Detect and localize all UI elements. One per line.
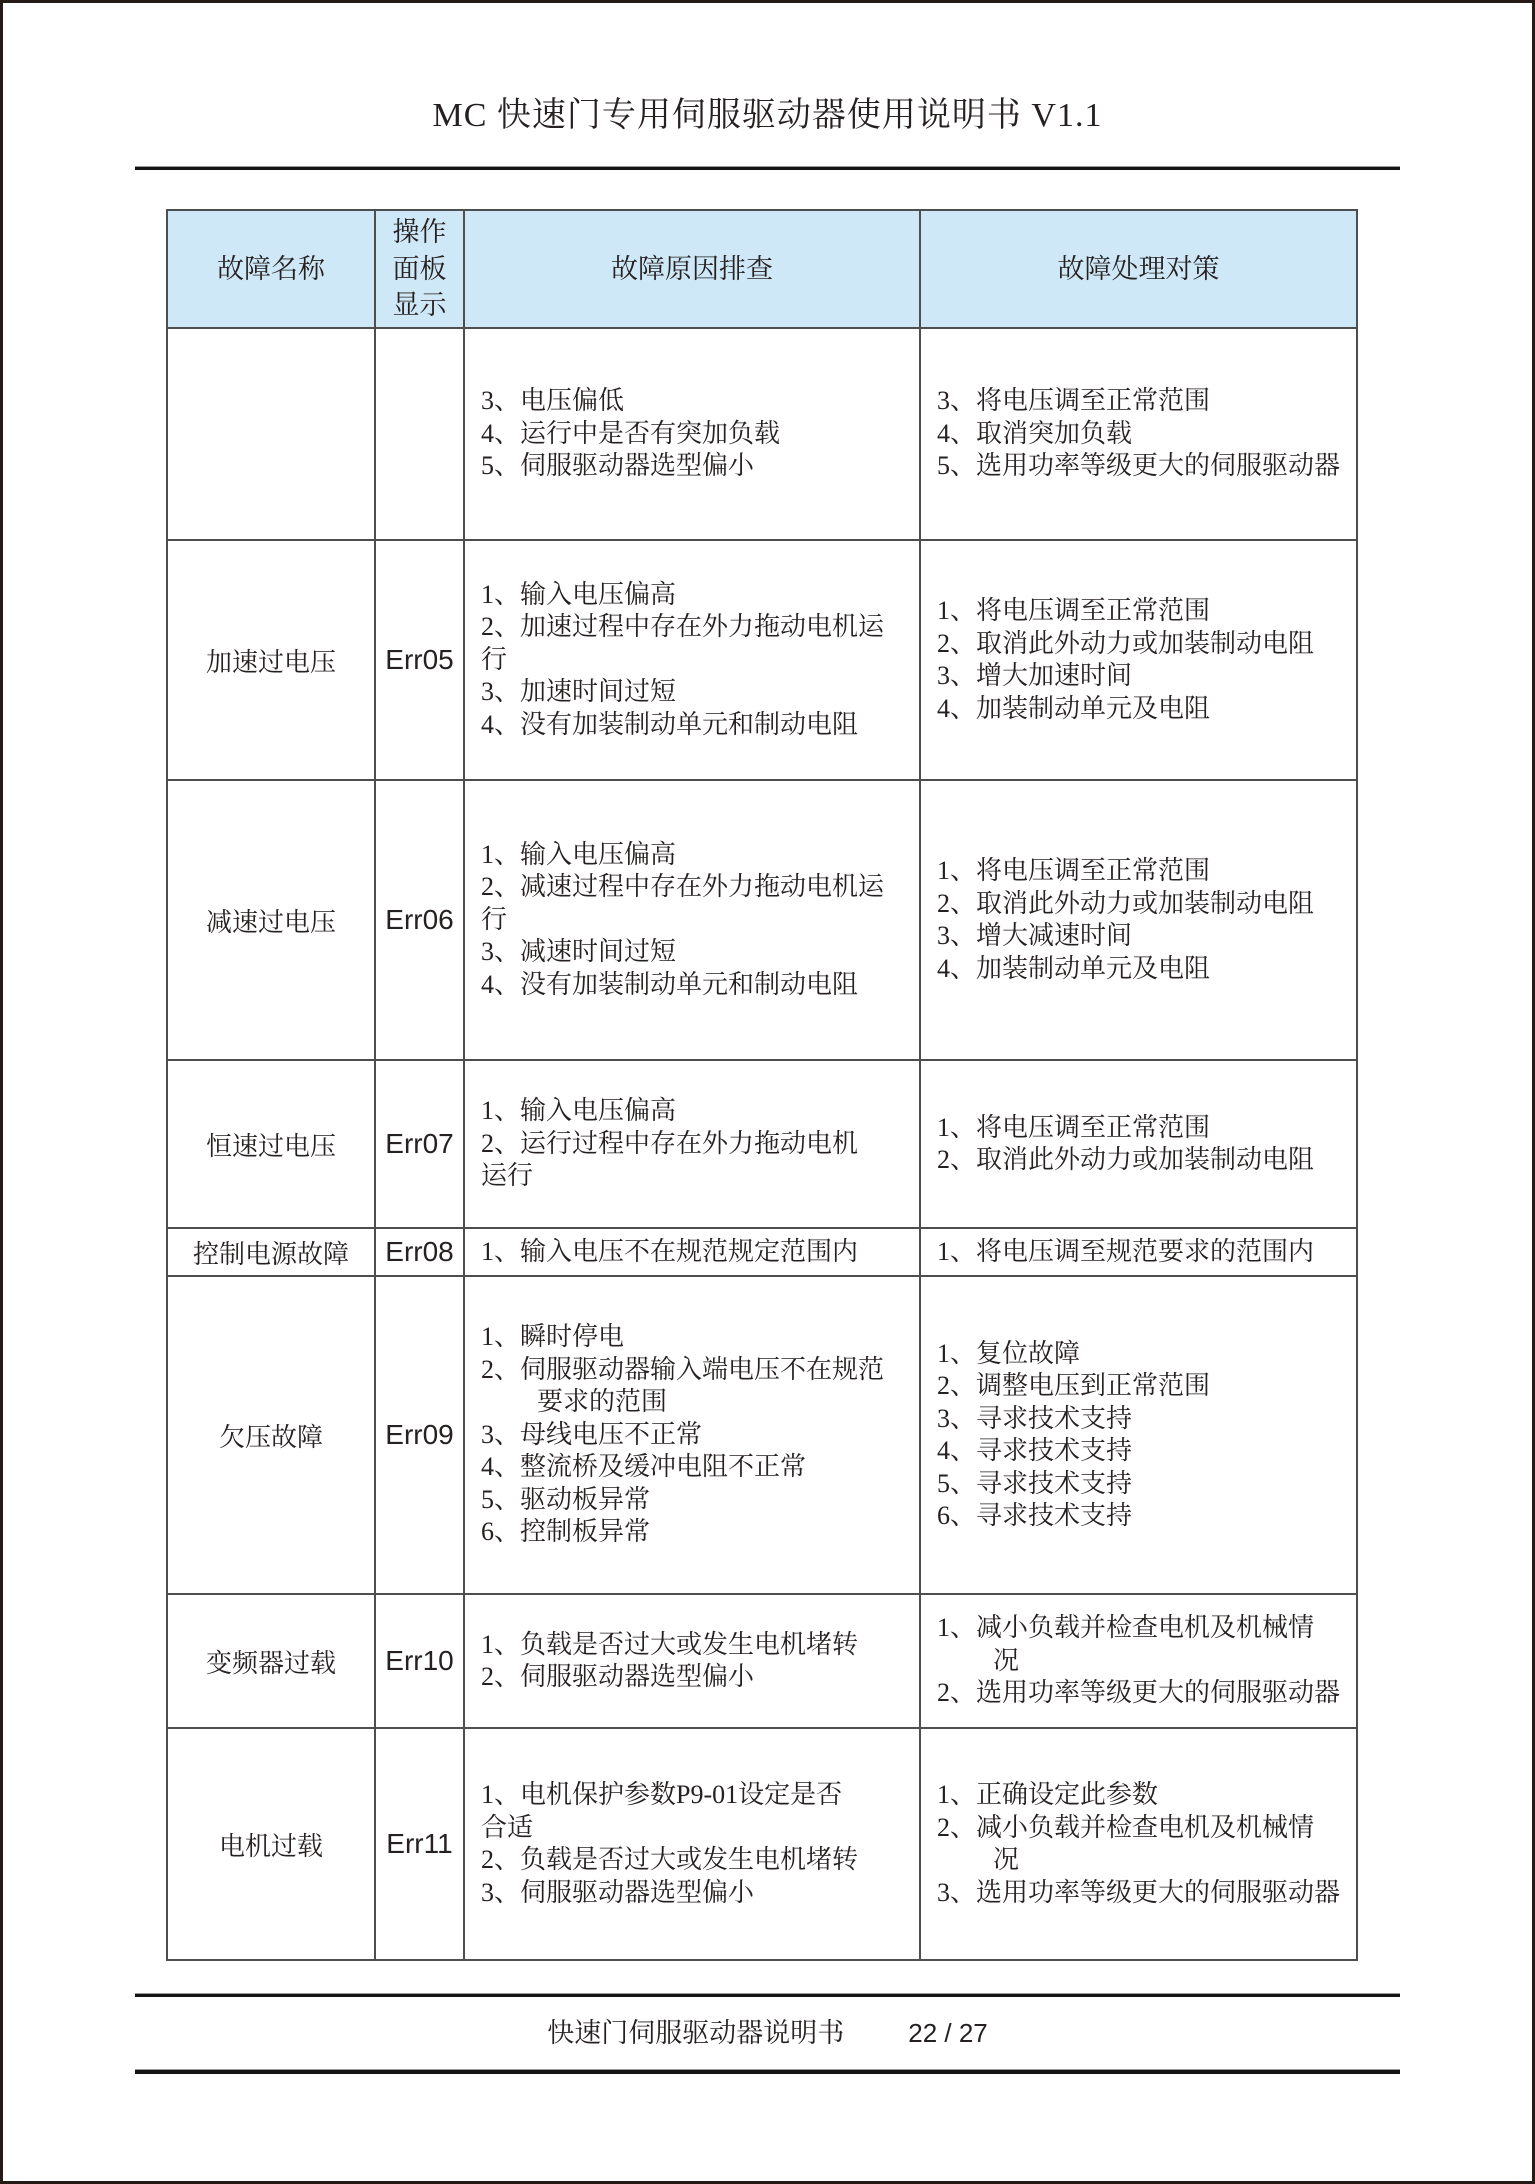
footer-rule-top (135, 1993, 1400, 1997)
fault-action-cell (920, 1228, 1357, 1276)
cause-line: 2、负载是否过大或发生电机堵转 (481, 1845, 859, 1874)
cause-line: 行 (481, 904, 508, 934)
fault-name-cell: 电机过载 (167, 1728, 375, 1960)
cause-line: 5、伺服驱动器选型偏小 (481, 451, 755, 481)
footer-rule-bottom (135, 2069, 1400, 2074)
fault-action-cell (920, 328, 1357, 540)
cause-line: 运行 (481, 1161, 534, 1191)
action-line: 1、将电压调至正常范围 (937, 596, 1211, 625)
cause-line: 4、没有加装制动单元和制动电阻 (481, 709, 859, 739)
cause-line: 合适 (481, 1812, 534, 1842)
action-line: 1、将电压调至正常范围 (937, 856, 1211, 885)
fault-cause-cell (464, 1728, 920, 1960)
panel-display-cell: Err08 (375, 1228, 464, 1276)
cause-line: 2、加速过程中存在外力拖动电机运 (481, 612, 885, 642)
action-line: 1、将电压调至正常范围 (937, 1112, 1211, 1142)
action-line: 1、复位故障 (937, 1338, 1081, 1368)
cause-line: 1、电机保护参数P9-01设定是否 (481, 1780, 843, 1809)
cause-line: 要求的范围 (537, 1387, 668, 1417)
action-line: 1、减小负载并检查电机及机械情 (937, 1613, 1315, 1643)
action-line: 2、减小负载并检查电机及机械情 (937, 1812, 1315, 1842)
fault-action-cell (920, 780, 1357, 1060)
cause-line: 5、驱动板异常 (481, 1484, 651, 1514)
fault-action-cell (920, 1060, 1357, 1228)
cause-line: 4、运行中是否有突加负载 (481, 418, 781, 448)
table-row (167, 1060, 1357, 1228)
fault-cause-cell (464, 780, 920, 1060)
fault-name-cell: 变频器过载 (167, 1594, 375, 1728)
cause-line: 1、输入电压偏高 (481, 839, 677, 869)
table-row (167, 1594, 1357, 1728)
cause-line: 6、控制板异常 (481, 1517, 651, 1547)
action-line: 1、正确设定此参数 (937, 1780, 1159, 1809)
fault-name-cell: 减速过电压 (167, 780, 375, 1060)
action-line: 6、寻求技术支持 (937, 1501, 1133, 1530)
fault-name-cell: 控制电源故障 (167, 1228, 375, 1276)
table-row (167, 540, 1357, 780)
table-header-row (167, 210, 1357, 328)
table-row (167, 780, 1357, 1060)
cause-line: 1、瞬时停电 (481, 1322, 625, 1352)
action-line: 3、增大减速时间 (937, 921, 1133, 950)
fault-cause-cell (464, 328, 920, 540)
footer (3, 2011, 1532, 2050)
footer-page-number: 22 / 27 (908, 2018, 988, 2048)
action-line: 5、选用功率等级更大的伺服驱动器 (937, 451, 1341, 481)
fault-action-cell (920, 540, 1357, 780)
fault-table-body (167, 328, 1357, 1960)
panel-display-cell: Err11 (375, 1728, 464, 1960)
fault-name-cell: 加速过电压 (167, 540, 375, 780)
panel-display-cell: Err09 (375, 1276, 464, 1594)
cause-line: 3、伺服驱动器选型偏小 (481, 1877, 755, 1907)
footer-doc-name: 快速门伺服驱动器说明书 (547, 2018, 845, 2048)
action-line: 况 (993, 1645, 1020, 1675)
cause-line: 3、减速时间过短 (481, 937, 677, 967)
fault-action-cell (920, 1276, 1357, 1594)
cause-line: 3、加速时间过短 (481, 677, 677, 707)
header-rule (135, 166, 1400, 170)
action-line: 3、选用功率等级更大的伺服驱动器 (937, 1877, 1341, 1907)
action-line: 2、选用功率等级更大的伺服驱动器 (937, 1678, 1341, 1708)
action-line: 3、将电压调至正常范围 (937, 386, 1211, 416)
cause-line: 4、整流桥及缓冲电阻不正常 (481, 1452, 807, 1482)
panel-display-cell (375, 328, 464, 540)
table-row (167, 328, 1357, 540)
action-line: 4、取消突加负载 (937, 418, 1133, 448)
fault-name-cell: 恒速过电压 (167, 1060, 375, 1228)
action-line: 2、取消此外动力或加装制动电阻 (937, 888, 1315, 918)
cause-line: 1、负载是否过大或发生电机堵转 (481, 1629, 859, 1659)
fault-cause-cell (464, 1228, 920, 1276)
fault-cause-cell (464, 540, 920, 780)
fault-action-cell (920, 1728, 1357, 1960)
table-row (167, 1228, 1357, 1276)
fault-table (166, 209, 1358, 1961)
column-header-panel-display: 操作面板显示 (375, 210, 464, 328)
fault-name-cell: 欠压故障 (167, 1276, 375, 1594)
action-line: 2、调整电压到正常范围 (937, 1371, 1211, 1400)
column-header-fault-name: 故障名称 (167, 210, 375, 328)
table-row (167, 1276, 1357, 1594)
page-title: MC 快速门专用伺服驱动器使用说明书 V1.1 (432, 97, 1103, 134)
cause-line: 1、输入电压不在规范规定范围内 (481, 1236, 859, 1266)
panel-display-cell: Err10 (375, 1594, 464, 1728)
panel-display-cell: Err05 (375, 540, 464, 780)
cause-line: 2、伺服驱动器输入端电压不在规范 (481, 1354, 885, 1384)
cause-line: 2、减速过程中存在外力拖动电机运 (481, 872, 885, 902)
fault-cause-cell (464, 1276, 920, 1594)
action-line: 1、将电压调至规范要求的范围内 (937, 1236, 1315, 1266)
cause-line: 2、伺服驱动器选型偏小 (481, 1662, 755, 1691)
action-line: 3、增大加速时间 (937, 661, 1133, 690)
cause-line: 1、输入电压偏高 (481, 1096, 677, 1126)
column-header-fault-cause: 故障原因排查 (464, 210, 920, 328)
action-line: 4、寻求技术支持 (937, 1436, 1133, 1465)
fault-cause-cell (464, 1594, 920, 1728)
action-line: 4、加装制动单元及电阻 (937, 693, 1211, 723)
fault-cause-cell (464, 1060, 920, 1228)
fault-action-cell (920, 1594, 1357, 1728)
cause-line: 3、电压偏低 (481, 386, 625, 416)
cause-line: 1、输入电压偏高 (481, 579, 677, 609)
panel-display-cell: Err06 (375, 780, 464, 1060)
action-line: 2、取消此外动力或加装制动电阻 (937, 628, 1315, 658)
action-line: 况 (993, 1845, 1020, 1874)
panel-display-cell: Err07 (375, 1060, 464, 1228)
cause-line: 行 (481, 644, 508, 674)
cause-line: 2、运行过程中存在外力拖动电机 (481, 1128, 859, 1158)
action-line: 2、取消此外动力或加装制动电阻 (937, 1145, 1315, 1174)
fault-name-cell (167, 328, 375, 540)
action-line: 4、加装制动单元及电阻 (937, 953, 1211, 983)
action-line: 3、寻求技术支持 (937, 1403, 1133, 1433)
cause-line: 3、母线电压不正常 (481, 1419, 703, 1449)
column-header-fault-action: 故障处理对策 (920, 210, 1357, 328)
cause-line: 4、没有加装制动单元和制动电阻 (481, 969, 859, 999)
action-line: 5、寻求技术支持 (937, 1468, 1133, 1498)
table-row (167, 1728, 1357, 1960)
